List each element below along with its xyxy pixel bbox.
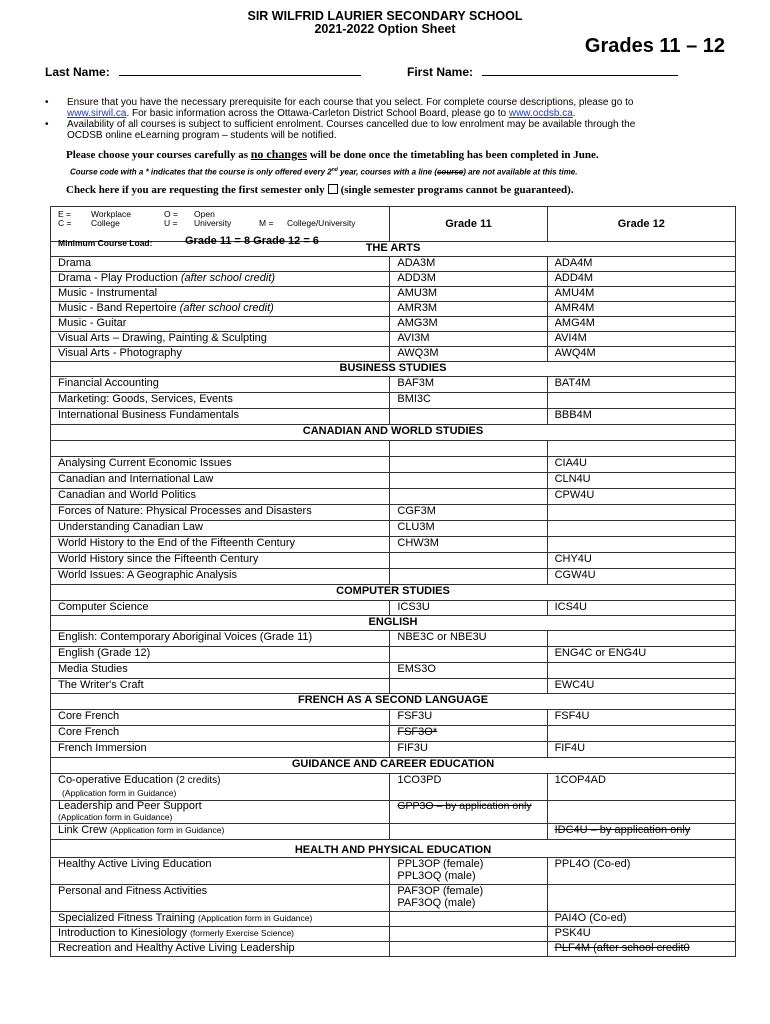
- course-name: Personal and Fitness Activities: [51, 885, 390, 912]
- legend-o-val: Open: [194, 209, 215, 219]
- grade-12-code[interactable]: AMU4M: [547, 287, 735, 302]
- legend-e-val: Workplace: [91, 209, 131, 219]
- table-row: [51, 663, 736, 679]
- course-title: Music - Band Repertoire: [58, 302, 180, 314]
- table-row: [51, 377, 736, 393]
- code-note-mid: year, courses with a line (: [337, 167, 437, 177]
- grade-11-header: Grade 11: [390, 207, 547, 242]
- table-row: [51, 489, 736, 505]
- code-note-sup: nd: [331, 167, 338, 173]
- course-name: Recreation and Healthy Active Living Leadership: [51, 942, 390, 957]
- grade-12-code[interactable]: [547, 537, 735, 553]
- table-row: [51, 553, 736, 569]
- grade-11-code[interactable]: 1CO3PD: [390, 774, 547, 801]
- course-name: Canadian and World Politics: [51, 489, 390, 505]
- course-name: Visual Arts - Photography: [51, 347, 390, 362]
- course-name: [51, 824, 390, 840]
- last-name-label: Last Name:: [45, 65, 110, 79]
- legend-c-val: College: [91, 218, 120, 228]
- first-semester-checkbox[interactable]: [328, 184, 338, 194]
- course-name: Drama: [51, 257, 390, 272]
- grade-12-code[interactable]: FIF4U: [547, 742, 735, 758]
- course-name: [51, 927, 390, 942]
- course-name: World History since the Fifteenth Century: [51, 553, 390, 569]
- bullet-1-mid: . For basic information across the Ottawa-Carleton District School Board, please go to: [126, 108, 509, 119]
- code-option: PAF3OQ (male): [397, 897, 476, 909]
- sheet-year: 2021-2022 Option Sheet: [314, 22, 456, 36]
- first-name-field[interactable]: [482, 64, 678, 76]
- table-row: [51, 521, 736, 537]
- course-title: Link Crew: [58, 824, 110, 836]
- grade-11-code[interactable]: [390, 457, 547, 473]
- course-name: [51, 774, 390, 801]
- first-semester-check-row: [66, 184, 574, 196]
- course-name: Music - Instrumental: [51, 287, 390, 302]
- grade-12-code[interactable]: PPL4O (Co-ed): [547, 858, 735, 885]
- choose-carefully-notice: [66, 147, 599, 162]
- blank-cell: [390, 441, 547, 457]
- course-note: (Application form in Guidance): [109, 825, 225, 835]
- grade-12-code[interactable]: CHY4U: [547, 553, 735, 569]
- code-option: PAF3OP (female): [397, 885, 484, 897]
- grade-11-code[interactable]: FSF3U: [390, 710, 547, 726]
- bullet-icon: •: [45, 97, 49, 108]
- code-note-strike: course: [436, 167, 464, 177]
- first-name-label: First Name:: [407, 65, 474, 79]
- table-row: [51, 679, 736, 694]
- min-load-label: Minimum Course Load:: [58, 238, 153, 248]
- course-title: Specialized Fitness Training: [58, 912, 199, 924]
- section-english: ENGLISH: [51, 616, 736, 631]
- grade-12-code[interactable]: CGW4U: [547, 569, 735, 585]
- grade-11-code[interactable]: ADA3M: [390, 257, 547, 272]
- first-name-row: [407, 64, 678, 79]
- table-row: [51, 742, 736, 758]
- course-name: Analysing Current Economic Issues: [51, 457, 390, 473]
- course-name: International Business Fundamentals: [51, 409, 390, 425]
- course-name: Music - Guitar: [51, 317, 390, 332]
- code-option: PPL3OP (female): [397, 858, 484, 870]
- table-row: [51, 473, 736, 489]
- course-table: [50, 206, 736, 957]
- course-name: Healthy Active Living Education: [51, 858, 390, 885]
- grade-11-code[interactable]: BAF3M: [390, 377, 547, 393]
- last-name-row: [45, 64, 361, 79]
- grade-11-code-unavailable: FSF3O*: [390, 726, 547, 742]
- course-code-note: [70, 167, 577, 177]
- grade-11-code[interactable]: [390, 885, 547, 912]
- grade-12-code[interactable]: CPW4U: [547, 489, 735, 505]
- course-name: Computer Science: [51, 601, 390, 616]
- table-row: [51, 942, 736, 957]
- grade-11-code-unavailable: GPP3O – by application only: [390, 801, 547, 824]
- grade-12-code[interactable]: CLN4U: [547, 473, 735, 489]
- course-name: Canadian and International Law: [51, 473, 390, 489]
- course-title: Co-operative Education: [58, 774, 177, 786]
- legend-o: O =: [164, 209, 178, 219]
- grade-12-code-unavailable: PLF4M (after school credit0: [547, 942, 735, 957]
- legend-m: M =: [259, 218, 274, 228]
- course-title: Leadership and Peer Support: [58, 800, 202, 812]
- blank-cell: [547, 441, 735, 457]
- course-name: French Immersion: [51, 742, 390, 758]
- grade-12-header: Grade 12: [547, 207, 735, 242]
- grade-12-code: [547, 885, 735, 912]
- table-row: [51, 302, 736, 317]
- grade-12-code[interactable]: PAI4O (Co-ed): [547, 912, 735, 927]
- section-guidance: GUIDANCE AND CAREER EDUCATION: [51, 758, 736, 774]
- grade-12-code[interactable]: AWQ4M: [547, 347, 735, 362]
- choose-post: will be done once the timetabling has been completed in June.: [307, 149, 599, 161]
- table-row: [51, 858, 736, 885]
- grade-11-code[interactable]: AMU3M: [390, 287, 547, 302]
- bullet-availability: [45, 119, 725, 141]
- grade-11-code[interactable]: NBE3C or NBE3U: [390, 631, 547, 647]
- grade-11-code[interactable]: ADD3M: [390, 272, 547, 287]
- table-row: [51, 505, 736, 521]
- table-row: [51, 647, 736, 663]
- course-name: [51, 801, 390, 824]
- course-name: The Writer's Craft: [51, 679, 390, 694]
- course-title: Introduction to Kinesiology: [58, 927, 191, 939]
- course-name: Financial Accounting: [51, 377, 390, 393]
- min-load-value: Grade 11 = 8 Grade 12 = 6: [185, 235, 319, 247]
- table-row: [51, 317, 736, 332]
- table-row: [51, 801, 736, 824]
- grade-11-code[interactable]: [390, 553, 547, 569]
- grades-title: Grades 11 – 12: [584, 35, 725, 57]
- grade-12-code[interactable]: AVI4M: [547, 332, 735, 347]
- grade-12-code[interactable]: BBB4M: [547, 409, 735, 425]
- course-name: [51, 302, 390, 317]
- table-row: [51, 726, 736, 742]
- grade-11-code[interactable]: [390, 647, 547, 663]
- course-name: Visual Arts – Drawing, Painting & Sculpting: [51, 332, 390, 347]
- grade-11-code[interactable]: BMI3C: [390, 393, 547, 409]
- table-row: [51, 774, 736, 801]
- table-row: [51, 257, 736, 272]
- bullet-prerequisite: [45, 97, 725, 119]
- course-name: Marketing: Goods, Services, Events: [51, 393, 390, 409]
- course-name: Core French: [51, 710, 390, 726]
- grade-12-code[interactable]: FSF4U: [547, 710, 735, 726]
- table-row: [51, 332, 736, 347]
- code-note-post: ) are not available at this time.: [463, 167, 578, 177]
- section-health: HEALTH AND PHYSICAL EDUCATION: [51, 840, 736, 858]
- grade-12-code[interactable]: [547, 663, 735, 679]
- table-row: [51, 287, 736, 302]
- grade-12-code[interactable]: BAT4M: [547, 377, 735, 393]
- grade-11-code[interactable]: CHW3M: [390, 537, 547, 553]
- legend-cell: [51, 207, 390, 248]
- grade-12-code-unavailable: IDC4U – by application only: [547, 824, 735, 840]
- blank-cell: [51, 441, 390, 457]
- grade-12-code[interactable]: [547, 521, 735, 537]
- grade-12-code: [547, 801, 735, 824]
- legend-c: C =: [58, 218, 72, 228]
- grade-11-code[interactable]: CLU3M: [390, 521, 547, 537]
- section-cws: CANADIAN AND WORLD STUDIES: [51, 425, 736, 441]
- grade-12-code[interactable]: [547, 631, 735, 647]
- code-note-pre: Course code with a * indicates that the course is only offered every 2: [70, 167, 332, 177]
- grade-12-code[interactable]: ENG4C or ENG4U: [547, 647, 735, 663]
- check-pre: Check here if you are requesting the first semester only: [66, 184, 325, 196]
- course-name: World Issues: A Geographic Analysis: [51, 569, 390, 585]
- grade-12-code[interactable]: ICS4U: [547, 601, 735, 616]
- course-note: (after school credit): [180, 272, 276, 284]
- grade-12-code[interactable]: 1COP4AD: [547, 774, 735, 801]
- legend-e: E =: [58, 209, 71, 219]
- table-row: [51, 272, 736, 287]
- grade-11-code[interactable]: CGF3M: [390, 505, 547, 521]
- table-row: [51, 569, 736, 585]
- section-french: FRENCH AS A SECOND LANGUAGE: [51, 694, 736, 710]
- course-note: (Application form in Guidance): [198, 913, 313, 923]
- course-name: World History to the End of the Fifteenth Century: [51, 537, 390, 553]
- blank-row: [51, 441, 736, 457]
- sirwil-link[interactable]: www.sirwil.ca: [67, 108, 127, 119]
- bullet-2-line1: Availability of all courses is subject to sufficient enrolment. Courses cancelled due to low enrolment may be available through the: [67, 119, 636, 130]
- grade-12-code[interactable]: EWC4U: [547, 679, 735, 694]
- grade-11-code[interactable]: EMS3O: [390, 663, 547, 679]
- course-title: Drama - Play Production: [58, 272, 181, 284]
- grade-12-code[interactable]: [547, 726, 735, 742]
- course-name: English: Contemporary Aboriginal Voices (Grade 11): [51, 631, 390, 647]
- application-note: (Application form in Guidance): [58, 812, 173, 822]
- legend-u-val: University: [194, 218, 232, 228]
- bullet-icon: •: [45, 119, 49, 130]
- grade-12-code[interactable]: CIA4U: [547, 457, 735, 473]
- grade-11-code[interactable]: ICS3U: [390, 601, 547, 616]
- course-note: (formerly Exercise Science): [190, 928, 295, 938]
- course-name: Understanding Canadian Law: [51, 521, 390, 537]
- legend-m-val: College/University: [287, 218, 356, 228]
- grade-11-code: [390, 824, 547, 840]
- course-note: (after school credit): [179, 302, 274, 314]
- grade-11-code[interactable]: AWQ3M: [390, 347, 547, 362]
- grade-11-code[interactable]: [390, 409, 547, 425]
- grade-11-code: [390, 942, 547, 957]
- table-row: [51, 537, 736, 553]
- course-name: [51, 272, 390, 287]
- course-name: English (Grade 12): [51, 647, 390, 663]
- table-row: [51, 885, 736, 912]
- course-name: Forces of Nature: Physical Processes and Disasters: [51, 505, 390, 521]
- bullet-1-text: Ensure that you have the necessary prerequisite for each course that you select. For complete course descriptions, please go to: [67, 97, 634, 108]
- table-row: [51, 601, 736, 616]
- bullet-1-end: .: [572, 108, 576, 119]
- grade-12-code[interactable]: AMR4M: [547, 302, 735, 317]
- section-arts: THE ARTS: [51, 242, 736, 257]
- table-row: [51, 457, 736, 473]
- grade-12-code[interactable]: [547, 393, 735, 409]
- check-post: (single semester programs cannot be guaranteed).: [340, 184, 574, 196]
- code-option: PPL3OQ (male): [397, 870, 476, 882]
- course-name: Media Studies: [51, 663, 390, 679]
- grade-11-code[interactable]: [390, 858, 547, 885]
- grade-11-code[interactable]: AVI3M: [390, 332, 547, 347]
- section-computer: COMPUTER STUDIES: [51, 585, 736, 601]
- section-business: BUSINESS STUDIES: [51, 362, 736, 377]
- table-row: [51, 631, 736, 647]
- bullet-2-line2: OCDSB online eLearning program – students will be notified.: [67, 130, 337, 141]
- grade-12-code[interactable]: PSK4U: [547, 927, 735, 942]
- table-row: [51, 393, 736, 409]
- no-changes-emphasis: no changes: [250, 147, 308, 161]
- grade-12-code[interactable]: AMG4M: [547, 317, 735, 332]
- grade-11-code: [390, 912, 547, 927]
- course-name: Core French: [51, 726, 390, 742]
- table-row: [51, 710, 736, 726]
- application-note: (Application form in Guidance): [62, 788, 177, 798]
- table-row: [51, 824, 736, 840]
- legend-row: [51, 207, 736, 242]
- grade-11-code: [390, 927, 547, 942]
- grade-11-code[interactable]: [390, 679, 547, 694]
- course-note: (2 credits): [176, 775, 221, 786]
- table-row: [51, 347, 736, 362]
- table-row: [51, 409, 736, 425]
- grade-12-code[interactable]: ADD4M: [547, 272, 735, 287]
- table-row: [51, 927, 736, 942]
- grade-11-code[interactable]: AMG3M: [390, 317, 547, 332]
- grade-11-code[interactable]: AMR3M: [390, 302, 547, 317]
- course-name: [51, 912, 390, 927]
- grade-11-code[interactable]: [390, 569, 547, 585]
- ocdsb-link[interactable]: www.ocdsb.ca: [508, 108, 573, 119]
- grade-11-code[interactable]: [390, 489, 547, 505]
- table-row: [51, 912, 736, 927]
- grade-12-code[interactable]: [547, 505, 735, 521]
- choose-pre: Please choose your courses carefully as: [66, 149, 251, 161]
- grade-11-code[interactable]: FIF3U: [390, 742, 547, 758]
- grade-11-code[interactable]: [390, 473, 547, 489]
- last-name-field[interactable]: [119, 64, 361, 76]
- legend-u: U =: [164, 218, 178, 228]
- school-name: SIR WILFRID LAURIER SECONDARY SCHOOL: [247, 9, 523, 23]
- grade-12-code[interactable]: ADA4M: [547, 257, 735, 272]
